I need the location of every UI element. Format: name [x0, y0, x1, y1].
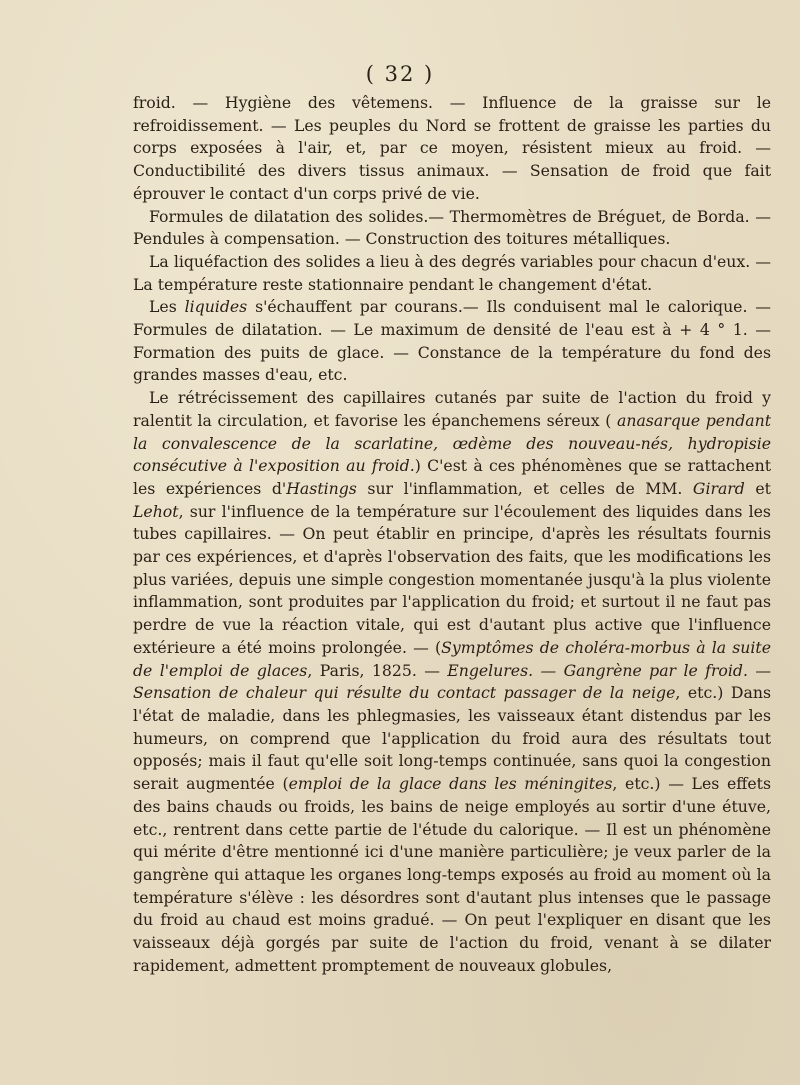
text-run: s'échauffent par courans.— Ils conduisent mal le calorique. — Formules de dilatation. — Le maximum de densité de l'eau est à + 4 ° 1. — Formation des puits de glace. — Constance de la température du fond des grandes masses d'eau, etc.: [133, 297, 771, 385]
italic-text: Lehot: [133, 501, 179, 521]
body-text: [133, 92, 771, 977]
text-run: froid. — Hygiène des vêtemens. — Influence de la graisse sur le refroidissement. — Les peuples du Nord se frottent de graisse les parties du corps exposées à l'air, et, par ce moyen, résistent mieux au froid. — Conductibilité des divers tissus animaux. — Sensation de froid que fait éprouver le contact d'un corps privé de vie.: [133, 93, 771, 203]
text-run: Le rétrécissement des capillaires cutanés par suite de l'action du froid y ralentit la circulation, et favorise les épanchemens séreux (: [133, 388, 771, 430]
paragraph: [133, 296, 771, 387]
text-run: , sur l'influence de la température sur l'écoulement des liquides dans les tubes capillaires. — On peut établir en principe, d'après les résultats fournis par ces expériences, et d'après l'observation des faits, que les modifications les plus variées, depuis une simple congestion momentanée jusqu'à la plus violente inflammation, sont produites par l'application du froid; et surtout il ne faut pas perdre de vue la réaction vitale, qui est d'autant plus active que l'influence extérieure a été moins prolongée. — (: [133, 501, 771, 657]
text-run: et: [744, 478, 771, 498]
italic-text: anasarque pendant la convalescence de la scarlatine, œdème des nouveau-nés, hydropisie consécutive à l'exposition au froid.: [133, 410, 771, 476]
paragraph: [133, 387, 771, 977]
italic-text: Symptômes de choléra-morbus à la suite de l'emploi de glaces: [133, 637, 772, 680]
italic-text: Hastings: [286, 478, 357, 498]
paragraph: [133, 206, 771, 251]
text-run: sur l'inflammation, et celles de MM.: [356, 478, 693, 498]
text-run: , etc.) Dans l'état de maladie, dans les phlegmasies, les vaisseaux étant distendus par les humeurs, on comprend que l'application du froid aura des résultats tout opposés; mais il faut qu'elle soit long-temps continuée, sans quoi la congestion serait augmentée (: [133, 683, 771, 794]
italic-text: Girard: [692, 478, 745, 498]
page-number: ( 32 ): [365, 62, 435, 86]
italic-text: Engelures. — Gangrène par le froid. — Sensation de chaleur qui résulte du contact passager de la neige: [133, 660, 772, 703]
italic-text: liquides: [184, 297, 248, 317]
text-run: Formules de dilatation des solides.— Thermomètres de Bréguet, de Borda. — Pendules à compensation. — Construction des toitures métalliques.: [133, 206, 771, 249]
paragraph: [133, 92, 771, 206]
text-run: Les: [149, 297, 185, 317]
paragraph: [133, 251, 771, 296]
text-run: , Paris, 1825. —: [307, 660, 448, 680]
italic-text: emploi de la glace dans les méningites: [288, 774, 613, 794]
text-run: , etc.) — Les effets des bains chauds ou froids, les bains de neige employés au sortir d'une étuve, etc., rentrent dans cette partie de l'étude du calorique. — Il est un phénomène qui mérite d'être mentionné ici d'une manière particulière; je veux parler de la gangrène qui attaque les organes long-temps exposés au froid au moment où la température s'élève : les désordres sont d'autant plus intenses que le passage du froid au chaud est moins gradué. — On peut l'expliquer en disant que les vaisseaux déjà gorgés par suite de l'action du froid, venant à se dilater rapidement, admettent promptement de nouveaux globules,: [133, 774, 772, 975]
text-run: ) C'est à ces phénomènes que se rattachent les expériences d': [133, 456, 772, 498]
text-run: La liquéfaction des solides a lieu à des degrés variables pour chacun d'eux. — La température reste stationnaire pendant le changement d'état.: [133, 251, 771, 294]
